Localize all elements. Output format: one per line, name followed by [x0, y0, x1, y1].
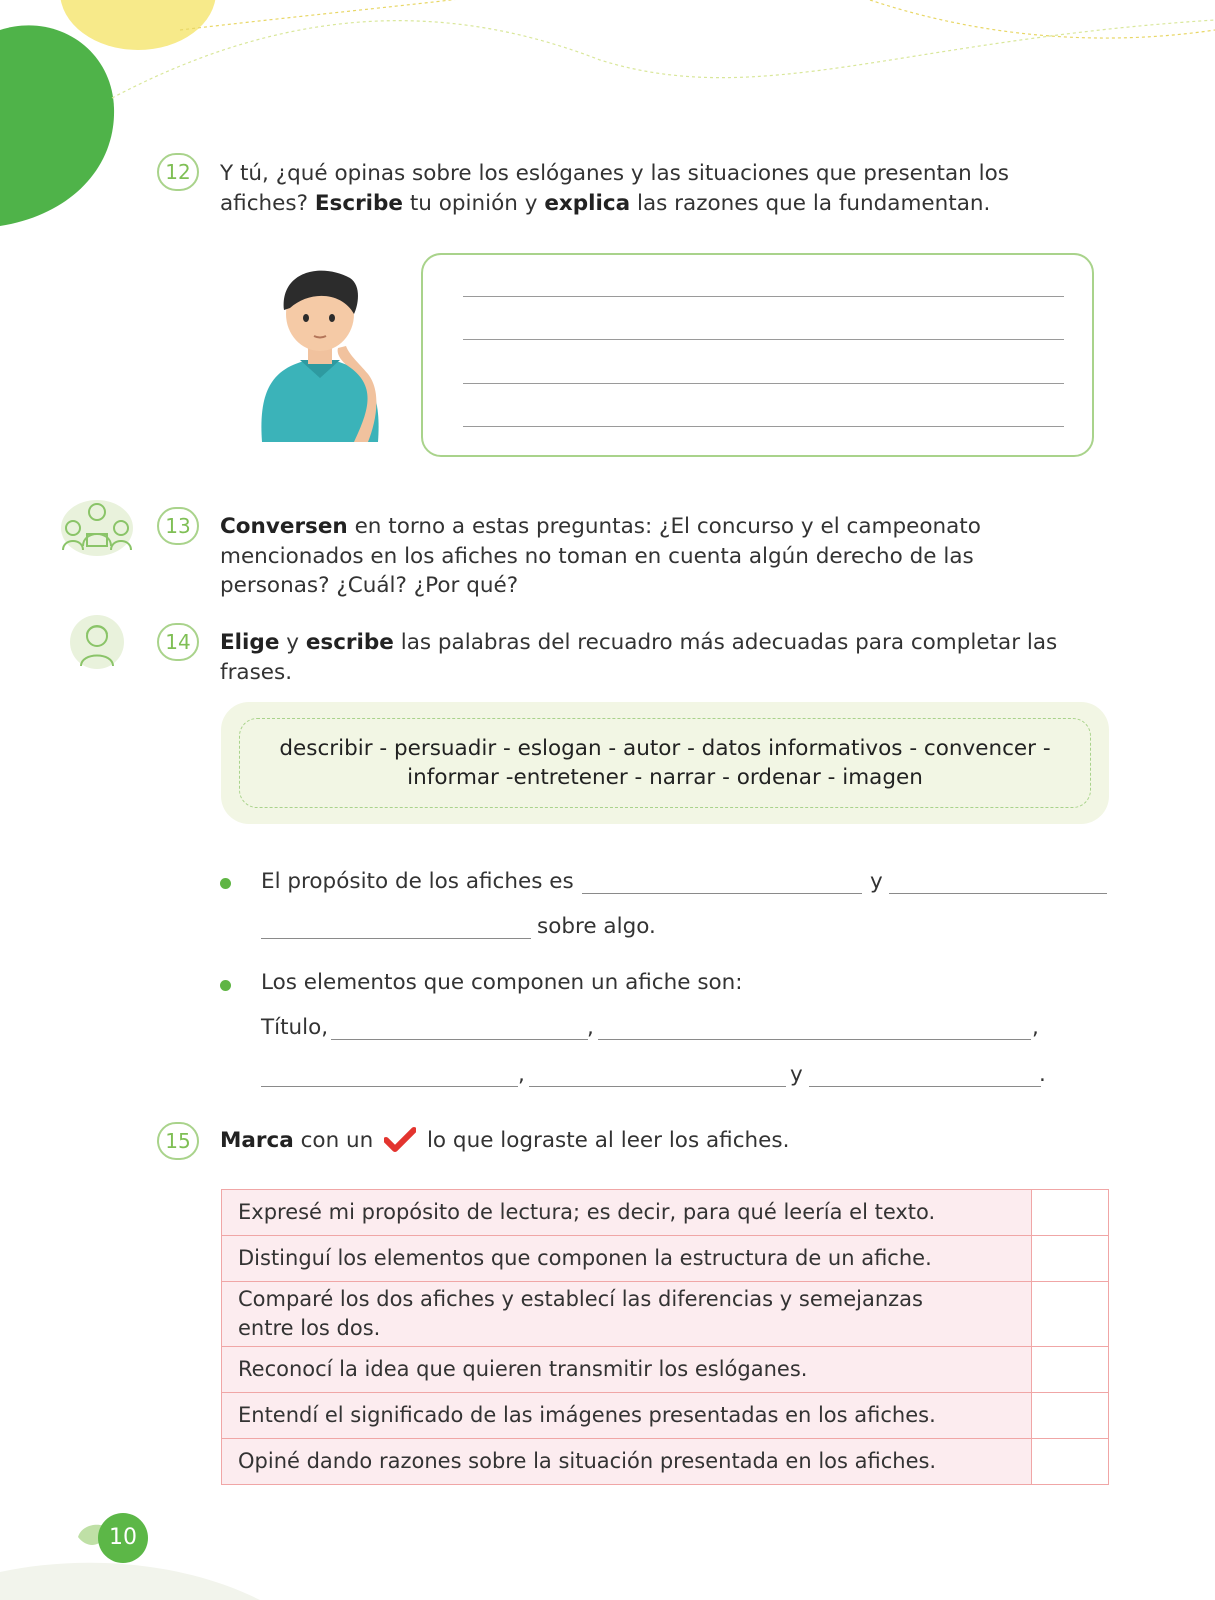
- sentence-2-start: Los elementos que componen un afiche son:: [261, 970, 743, 995]
- question-number-14: 14: [157, 623, 199, 661]
- blank-element-2[interactable]: [598, 1039, 1031, 1040]
- checklist-item: Reconocí la idea que quieren transmitir los eslóganes.: [222, 1347, 1032, 1393]
- checkmark-icon: [384, 1127, 416, 1153]
- sentence-1-start: El propósito de los afiches es: [261, 869, 574, 894]
- question-number-15: 15: [157, 1122, 199, 1160]
- table-row: [222, 1393, 1109, 1439]
- checklist-item: Comparé los dos afiches y establecí las diferencias y semejanzas entre los dos.: [222, 1282, 1032, 1347]
- question-13-text: Conversen en torno a estas preguntas: ¿El concurso y el campeonato mencionados en los afiches no toman en cuenta algún derecho de las personas? ¿Cuál? ¿Por qué?: [220, 514, 981, 598]
- writing-line: [463, 296, 1064, 297]
- blank-element-4[interactable]: [529, 1086, 786, 1087]
- comma: ,: [518, 1062, 525, 1087]
- blank-element-1[interactable]: [331, 1039, 588, 1040]
- table-row: [222, 1347, 1109, 1393]
- checkbox-cell[interactable]: [1032, 1439, 1109, 1485]
- table-row: [222, 1439, 1109, 1485]
- question-15-text: Marca con un lo que lograste al leer los afiches.: [220, 1128, 790, 1153]
- question-14-text: Elige y escribe las palabras del recuadro más adecuadas para completar las frases.: [220, 630, 1058, 685]
- comma: ,: [1032, 1015, 1039, 1040]
- checkbox-cell[interactable]: [1032, 1282, 1109, 1347]
- word-bank-dashed-frame: [239, 718, 1091, 808]
- comma: ,: [587, 1015, 594, 1040]
- table-row: [222, 1282, 1109, 1347]
- word-bank: [221, 702, 1109, 824]
- green-blob: [0, 25, 114, 226]
- bullet-point: [220, 980, 231, 991]
- sentence-1-end: sobre algo.: [537, 914, 656, 939]
- bullet-point: [220, 878, 231, 889]
- blank-purpose-1[interactable]: [582, 893, 862, 894]
- writing-line: [463, 426, 1064, 427]
- writing-line: [463, 339, 1064, 340]
- sentence-2-and: y: [790, 1062, 803, 1087]
- checklist-item: Expresé mi propósito de lectura; es decir, para qué leería el texto.: [222, 1190, 1032, 1236]
- blank-element-3[interactable]: [261, 1086, 518, 1087]
- checklist-item: Entendí el significado de las imágenes presentadas en los afiches.: [222, 1393, 1032, 1439]
- question-number-13: 13: [157, 507, 199, 545]
- self-evaluation-checklist: [221, 1189, 1109, 1485]
- answer-writing-box[interactable]: [421, 253, 1094, 457]
- dashed-curve-3: [870, 0, 1215, 38]
- dashed-curve-2: [180, 0, 520, 30]
- blank-element-5[interactable]: [809, 1086, 1041, 1087]
- bottom-blob: [0, 1563, 260, 1600]
- table-row: [222, 1190, 1109, 1236]
- student-icon: [69, 614, 125, 670]
- checkbox-cell[interactable]: [1032, 1190, 1109, 1236]
- period: .: [1039, 1062, 1046, 1087]
- thinking-boy-illustration: [250, 262, 390, 442]
- table-row: [222, 1236, 1109, 1282]
- checklist-item: Opiné dando razones sobre la situación presentada en los afiches.: [222, 1439, 1032, 1485]
- question-number-12: 12: [157, 153, 199, 191]
- yellow-blob: [60, 0, 216, 50]
- writing-line: [463, 383, 1064, 384]
- blank-purpose-3[interactable]: [261, 938, 531, 939]
- page-number: 10: [98, 1513, 148, 1563]
- checkbox-cell[interactable]: [1032, 1236, 1109, 1282]
- checklist-item: Distinguí los elementos que componen la estructura de un afiche.: [222, 1236, 1032, 1282]
- sentence-1-and: y: [870, 869, 883, 894]
- word-bank-line-2: informar -entretener - narrar - ordenar - imagen: [407, 765, 923, 790]
- checkbox-cell[interactable]: [1032, 1393, 1109, 1439]
- sentence-2-title: Título,: [261, 1015, 329, 1040]
- checkbox-cell[interactable]: [1032, 1347, 1109, 1393]
- dashed-curve-1: [112, 20, 1215, 98]
- group-conversation-icon: [57, 498, 137, 560]
- word-bank-line-1: describir - persuadir - eslogan - autor - datos informativos - convencer -: [279, 736, 1051, 761]
- question-12-text: Y tú, ¿qué opinas sobre los eslóganes y las situaciones que presentan los afiches? Escribe tu opinión y explica las razones que la fundamentan.: [220, 161, 1009, 216]
- blank-purpose-2[interactable]: [889, 893, 1107, 894]
